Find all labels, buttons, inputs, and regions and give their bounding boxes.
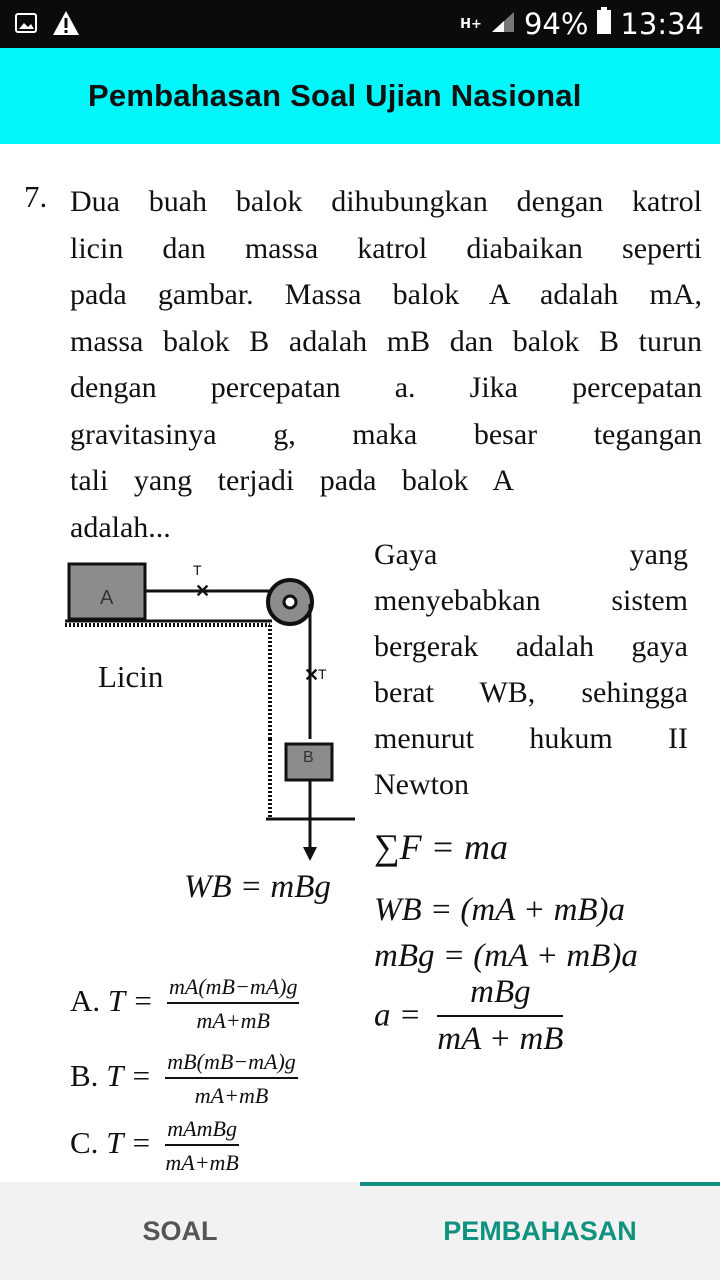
equation-sum-force: ∑F = ma: [374, 827, 508, 867]
battery-icon: [596, 7, 612, 42]
acceleration-lhs: a =: [374, 997, 422, 1034]
clock: 13:34: [620, 7, 704, 41]
explanation-line: bergerak adalah gaya: [374, 630, 688, 663]
explanation-line: Newton: [374, 768, 469, 801]
equation-mbg: mBg = (mA + mB)a: [374, 938, 638, 974]
question-line: dengan percepatan a. Jika percepatan: [70, 371, 702, 404]
question-line: Dua buah balok dihubungkan dengan katrol: [70, 185, 702, 218]
tension-mark-2: ✕: [304, 665, 320, 685]
question-line: licin dan massa katrol diabaikan seperti: [70, 231, 702, 265]
option-numerator: mAmBg: [165, 1116, 239, 1146]
question-line: tali yang terjadi pada balok A: [70, 464, 515, 497]
bottom-tab-bar: [0, 1182, 720, 1280]
option-a: [70, 974, 299, 1034]
status-bar: [0, 0, 720, 48]
pulley-diagram: [60, 559, 360, 739]
network-type: H+: [460, 16, 482, 32]
question-number: 7.: [24, 179, 48, 214]
page-title: Pembahasan Soal Ujian Nasional: [88, 78, 582, 113]
option-c: [70, 1116, 239, 1176]
option-b: [70, 1049, 298, 1109]
licin-label: Licin: [98, 659, 164, 694]
tab-pembahasan[interactable]: PEMBAHASAN: [443, 1215, 637, 1246]
question-text: [70, 179, 702, 551]
question-line: gravitasinya g, maka besar tegangan: [70, 417, 702, 451]
option-label: B.: [70, 1058, 99, 1094]
question-line: massa balok B adalah mB dan balok B turun: [70, 324, 702, 358]
option-denominator: mA+mB: [196, 1008, 270, 1033]
equation-weight: WB = (mA + mB)a: [374, 892, 626, 928]
acceleration-denominator: mA + mB: [437, 1021, 564, 1057]
weight-arrow-head: [303, 847, 317, 861]
tension-mark-1: ✕: [195, 581, 211, 601]
option-lhs: T =: [106, 1125, 152, 1161]
warning-icon: [52, 10, 80, 41]
battery-percent: 94%: [523, 7, 589, 41]
option-denominator: mA+mB: [194, 1083, 269, 1108]
option-numerator: mA(mB−mA)g: [167, 974, 299, 1004]
option-label: A.: [70, 983, 101, 1019]
weight-equation: WB = mBg: [184, 869, 331, 905]
option-lhs: T =: [107, 983, 154, 1019]
content-scroll[interactable]: [0, 144, 720, 1182]
option-lhs: T =: [106, 1058, 152, 1094]
option-denominator: mA+mB: [165, 1150, 239, 1175]
tension-label-2: T: [318, 666, 327, 682]
pulley-axle: [284, 596, 296, 608]
question-line: adalah...: [70, 510, 171, 544]
tab-soal[interactable]: SOAL: [142, 1215, 218, 1246]
explanation-line: Gaya yang: [374, 538, 688, 571]
image-icon: [14, 11, 38, 40]
app-bar: [0, 48, 720, 144]
option-label: C.: [70, 1125, 99, 1161]
explanation-line: menyebabkan sistem: [374, 584, 688, 617]
option-numerator: mB(mB−mA)g: [165, 1049, 297, 1079]
equation-acceleration: [374, 974, 563, 1058]
signal-icon: [490, 7, 516, 41]
tension-label-1: T: [193, 562, 202, 578]
active-tab-indicator: [360, 1182, 720, 1186]
explanation-text: [374, 532, 688, 808]
block-b-label: B: [303, 749, 314, 766]
explanation-line: berat WB, sehingga: [374, 676, 688, 709]
block-a-label: A: [100, 587, 114, 609]
acceleration-numerator: mBg: [437, 974, 563, 1017]
question-line: pada gambar. Massa balok A adalah mA,: [70, 278, 702, 311]
explanation-line: menurut hukum II: [374, 722, 688, 755]
